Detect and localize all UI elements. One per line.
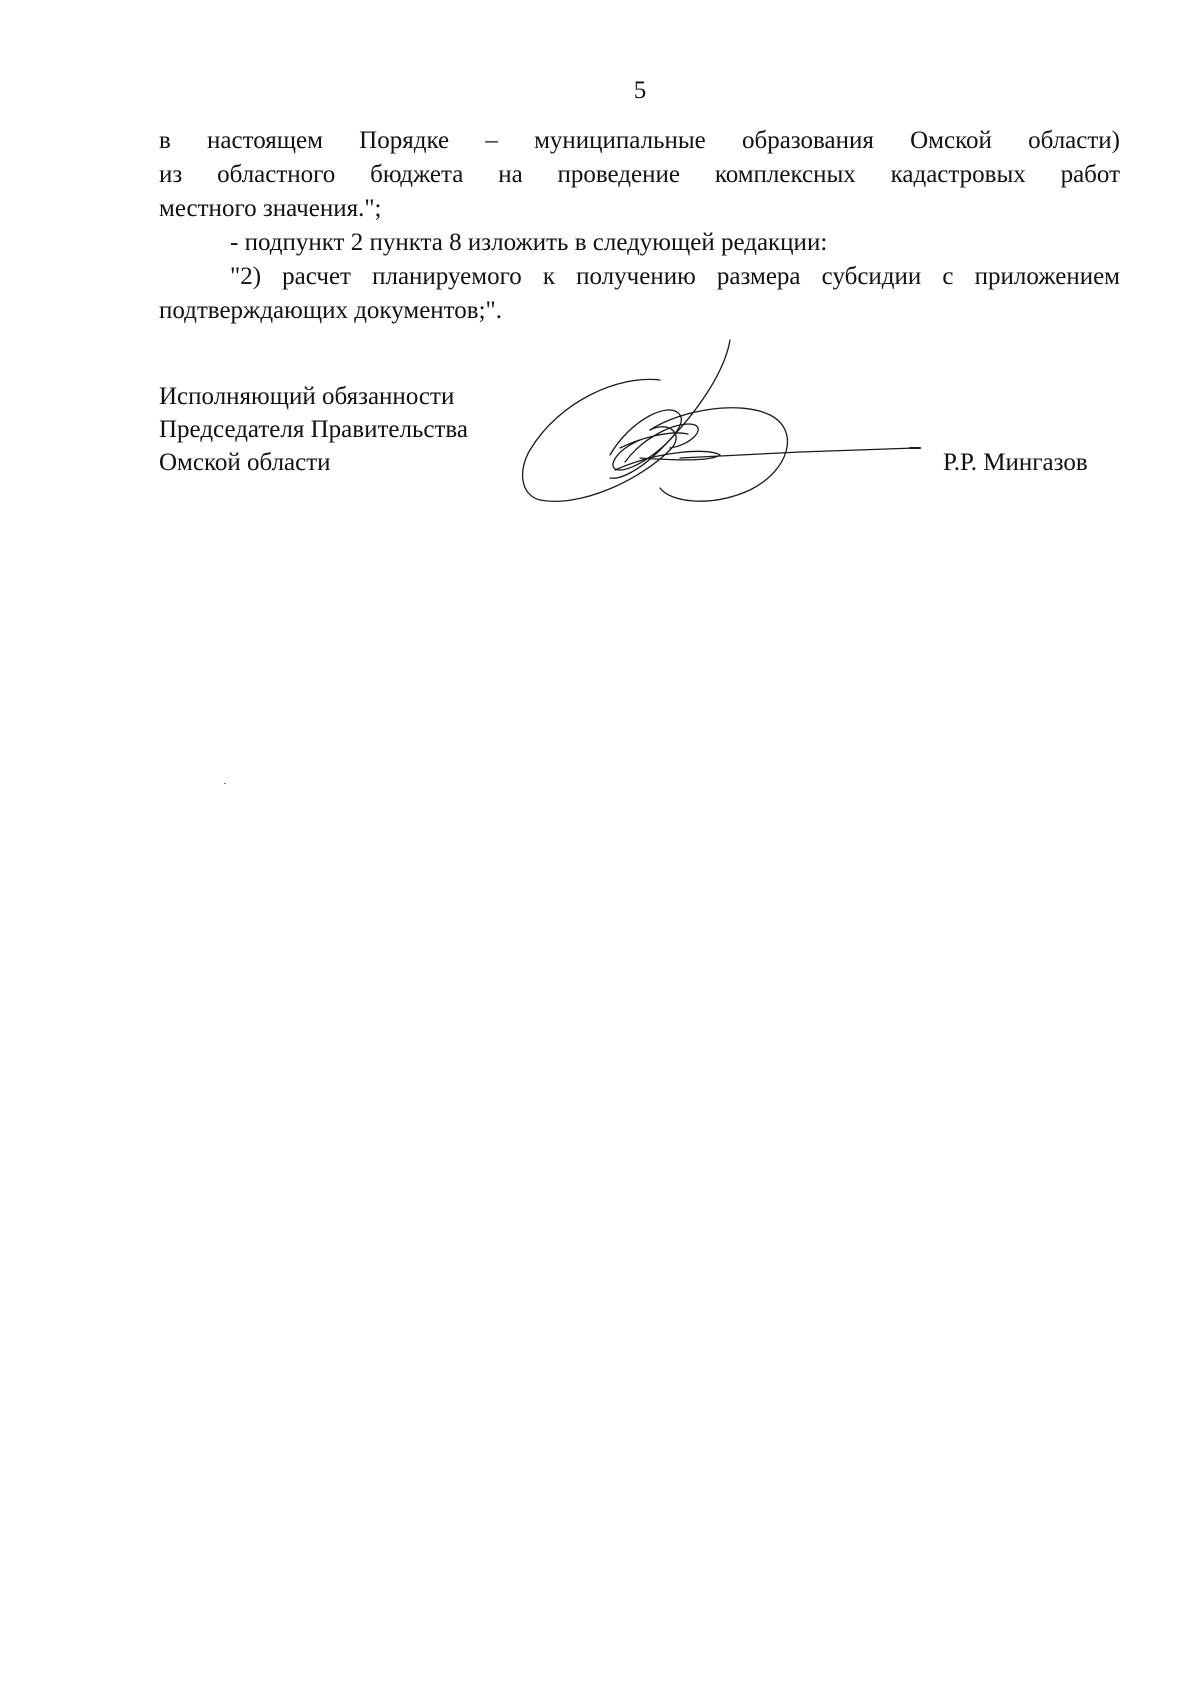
signatory-position — [159, 380, 468, 479]
body-text — [159, 124, 1120, 328]
signer-name: Р.Р. Мингазов — [943, 449, 1088, 476]
text-line-2: из областного бюджета на проведение комплексных кадастровых работ — [159, 161, 1120, 188]
scan-speck — [224, 783, 226, 784]
position-line-2: Председателя Правительства — [159, 416, 468, 443]
text-line-1: в настоящем Порядке – муниципальные образования Омской области) — [159, 127, 1120, 154]
text-line-5: "2) расчет планируемого к получению размера субсидии с приложением — [230, 263, 1120, 290]
handwritten-signature — [520, 330, 940, 530]
text-line-3: местного значения."; — [159, 195, 382, 222]
position-line-3: Омской области — [159, 449, 331, 476]
text-line-6: подтверждающих документов;". — [159, 297, 502, 324]
position-line-1: Исполняющий обязанности — [159, 383, 455, 410]
page-number: 5 — [633, 77, 647, 104]
text-line-4: - подпункт 2 пункта 8 изложить в следующей редакции: — [230, 229, 828, 256]
